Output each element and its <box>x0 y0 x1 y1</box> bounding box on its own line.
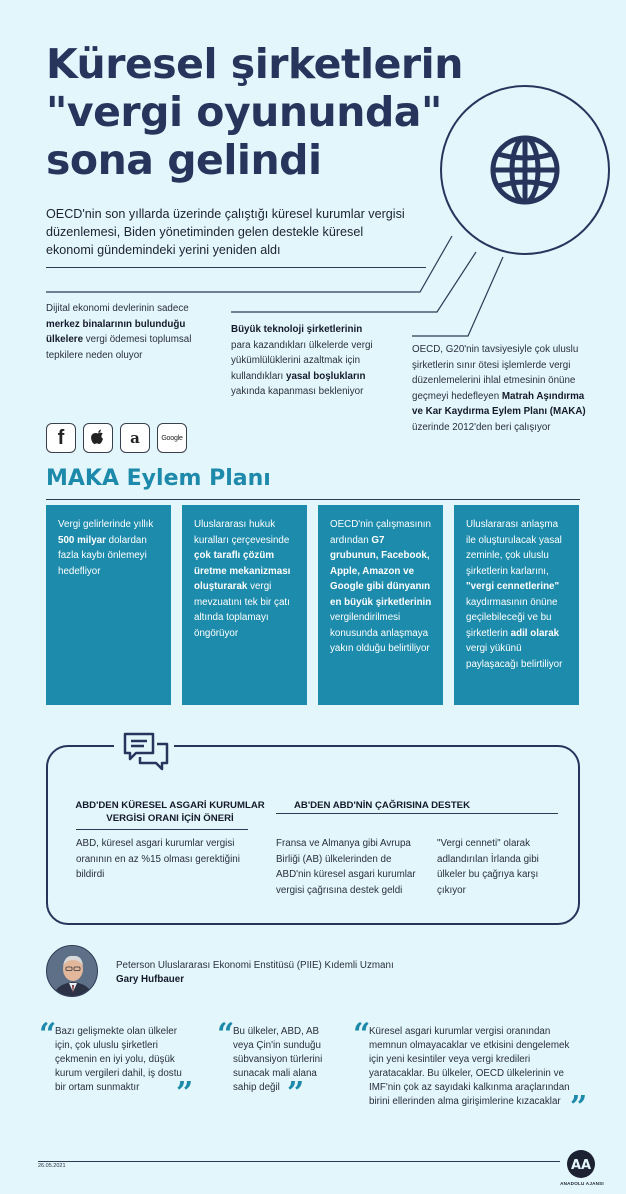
logo-letters: AA <box>570 1158 592 1173</box>
page-title <box>46 40 466 184</box>
note1-text-c: vergi ödemesi toplumsal tepkilere neden oluyor <box>46 334 192 361</box>
globe-icon <box>488 133 562 207</box>
expert-role: Peterson Uluslararası Ekonomi Enstitüsü (PIIE) Kıdemli Uzmanı <box>116 960 394 971</box>
box2-text-bold: çok taraflı çözüm üretme mekanizması oluşturarak <box>194 550 291 592</box>
anadolu-agency-logo-icon <box>566 1149 596 1179</box>
us-proposal-divider <box>76 829 248 830</box>
amazon-letter: a <box>130 429 140 447</box>
maka-box-1 <box>46 505 171 705</box>
box4-text-e: vergi yükünü paylaşacağı belirtiliyor <box>466 643 563 670</box>
quote-open-icon: “ <box>217 1017 235 1052</box>
note3-text-c: üzerinde 2012'den beri çalışıyor <box>412 421 551 433</box>
maka-box-4 <box>454 505 579 705</box>
note1-text-bold: merkez binalarının bulunduğu ülkelere <box>46 318 186 345</box>
quote-close-icon: ” <box>176 1076 194 1111</box>
avatar <box>46 945 98 997</box>
maka-divider <box>46 499 580 500</box>
box4-text-bold-b: "vergi cennetlerine" <box>466 581 560 592</box>
title-line-3: sona gelindi <box>46 136 322 184</box>
footer-divider <box>38 1161 560 1162</box>
divider <box>46 267 426 268</box>
maka-title: MAKA Eylem Planı <box>46 466 271 491</box>
box3-text-bold: G7 grubunun, Facebook, Apple, Amazon ve Google gibi dünyanın en büyük şirketlerinin <box>330 534 432 608</box>
note2-text-bold-a: Büyük teknoloji şirketlerinin <box>231 324 363 335</box>
agency-name: ANADOLU AJANSI <box>560 1181 604 1186</box>
eu-support-title: AB'DEN ABD'NİN ÇAĞRISINA DESTEK <box>294 800 471 811</box>
quote-open-icon: “ <box>353 1017 371 1052</box>
box4-text-c: kaydırmasının önüne geçilebileceği ve bu şirketlerin <box>466 596 558 639</box>
quote-3: Küresel asgari kurumlar vergisi oranından memnun olmayacaklar ve etkisini dengelemek için yeni kesintiler veya vergi kredileri yaratacaklar. Bu ülkeler, OECD ülkelerinin ve IMF'nin çok az sayıdaki kalkınma araçlarından birini ellerinden alma girişimlerine kızacaklar <box>369 1026 570 1107</box>
title-line-2: "vergi oyununda" <box>46 88 442 136</box>
note2-text-b: para kazandıkları ülkelerde vergi yükümlülüklerini azaltmak için kullandıkları <box>231 339 373 382</box>
quote-2: Bu ülkeler, ABD, AB veya Çin'in sunduğu sübvansiyon türlerini sunacak mali alana sahip değil <box>233 1026 323 1093</box>
box4-text-bold-d: adil olarak <box>510 627 560 639</box>
note2-text-bold-c: yasal boşlukların <box>286 370 366 382</box>
facebook-icon: f <box>46 423 76 453</box>
maka-box-2 <box>182 505 307 705</box>
us-proposal-title: ABD'DEN KÜRESEL ASGARİ KURUMLAR VERGİSİ ORANI İÇİN ÖNERİ <box>75 800 265 824</box>
us-proposal-text: ABD, küresel asgari kurumlar vergisi oranının en az %15 olması gerektiğini bildirdi <box>76 838 240 880</box>
note-digital-giants <box>46 301 216 363</box>
maka-box-3 <box>318 505 443 705</box>
box3-text-c: vergilendirilmesi konusunda anlaşmaya yakın olduğu belirtiliyor <box>330 612 430 654</box>
note-big-tech <box>231 322 381 400</box>
brand-icons <box>46 423 187 453</box>
quote-1: Bazı gelişmekte olan ülkeler için, çok uluslu şirketleri çekmenin en iyi yolu, düşük kurum vergileri dahil, iş dostu bir ortam sunmaktır <box>55 1026 182 1093</box>
note3-text-bold: Matrah Aşındırma ve Kar Kaydırma Eylem Planı (MAKA) <box>412 390 586 417</box>
subtitle: OECD'nin son yıllarda üzerinde çalıştığı küresel kurumlar vergisi düzenlemesi, Biden yönetiminden gelen destekle küresel ekonomi gündemindeki yerini yeniden aldı <box>46 207 405 257</box>
box1-text-bold: 500 milyar <box>58 534 106 546</box>
box3-text-a: OECD'nin çalışmasının ardından <box>330 519 431 546</box>
box1-text-a: Vergi gelirlerinde yıllık <box>58 519 154 530</box>
note-oecd-maka <box>412 342 592 435</box>
box1-text-c: dolardan fazla kaybı önlemeyi hedefliyor <box>58 534 147 577</box>
eu-support-text: Fransa ve Almanya gibi Avrupa Birliği (AB) ülkelerinden de ABD'nin küresel asgari kurumlar vergisi çağrısına destek geldi <box>276 838 416 896</box>
tax-haven-text: "Vergi cenneti" olarak adlandırılan İrlanda gibi ülkeler bu çağrıya karşı çıkıyor <box>437 838 539 896</box>
apple-shape <box>89 428 107 448</box>
note3-text-a: OECD, G20'nin tavsiyesiyle çok uluslu şirketlerin sınır ötesi işlemlerde vergi düzenlemelerini ihlal etmesinin önüne geçmeyi hedefleyen <box>412 344 579 402</box>
eu-support-divider <box>276 813 558 814</box>
note2-text-d: yakında kapanması bekleniyor <box>231 386 364 397</box>
box2-text-a: Uluslararası hukuk kuralları çerçevesinde <box>194 519 290 546</box>
apple-icon <box>83 423 113 453</box>
quote-close-icon: ” <box>570 1090 588 1125</box>
note1-text-a: Dijital ekonomi devlerinin sadece <box>46 303 189 314</box>
box4-text-a: Uluslararası anlaşma ile oluşturulacak yasal zeminle, çok uluslu şirketlerin karlarını, <box>466 519 562 577</box>
google-icon: Google <box>157 423 187 453</box>
maka-boxes <box>46 505 579 705</box>
quote-close-icon: ” <box>287 1076 305 1111</box>
expert-name: Gary Hufbauer <box>116 974 185 985</box>
quote-open-icon: “ <box>39 1017 57 1052</box>
title-line-1: Küresel şirketlerin <box>46 40 463 88</box>
amazon-icon <box>120 423 150 453</box>
avatar-portrait <box>47 946 98 997</box>
box2-text-c: vergi mevzuatını tek bir çatı altında toplamayı öngörüyor <box>194 581 290 639</box>
chat-bubbles-icon <box>122 731 170 775</box>
publish-date: 26.05.2021 <box>38 1163 66 1169</box>
globe-circle <box>440 85 610 255</box>
